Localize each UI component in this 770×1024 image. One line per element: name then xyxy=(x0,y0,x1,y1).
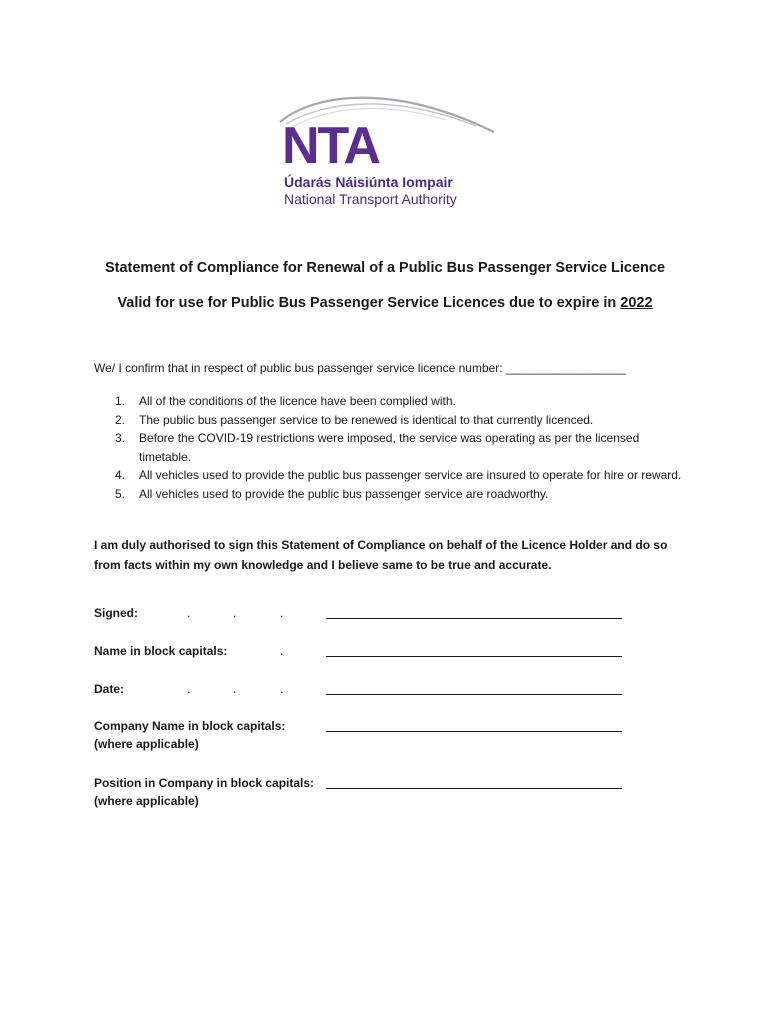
date-label: Date: xyxy=(94,682,125,696)
condition-text: All vehicles used to provide the public bus passenger service are insured to operate for hire or reward. xyxy=(139,468,682,482)
condition-number: 5. xyxy=(115,486,126,501)
company-sub-label: (where applicable) xyxy=(94,737,199,751)
company-field xyxy=(94,717,654,757)
leader-dot: . xyxy=(280,644,284,658)
logo-irish-name: Údarás Náisiúnta Iompair xyxy=(284,174,453,190)
leader-dot: . xyxy=(187,682,191,696)
nta-logo xyxy=(276,86,498,210)
name-line[interactable] xyxy=(326,656,622,657)
licence-number-statement: We/ I confirm that in respect of public bus passenger service licence number: __________________ xyxy=(94,361,627,375)
condition-item xyxy=(94,466,694,485)
validity-line xyxy=(0,295,770,311)
document-title: Statement of Compliance for Renewal of a Public Bus Passenger Service Licence xyxy=(104,260,666,276)
validity-text: Valid for use for Public Bus Passenger Service Licences due to expire in xyxy=(117,295,621,311)
position-line[interactable] xyxy=(326,788,622,789)
condition-text: All vehicles used to provide the public bus passenger service are roadworthy. xyxy=(139,486,549,501)
condition-number: 2. xyxy=(115,412,126,427)
condition-text: Before the COVID-19 restrictions were imposed, the service was operating as per the licensed timetable. xyxy=(139,431,640,464)
condition-item xyxy=(94,392,694,411)
condition-number: 4. xyxy=(115,468,126,482)
leader-dot: . xyxy=(280,682,284,696)
company-line[interactable] xyxy=(326,731,622,732)
condition-number: 3. xyxy=(115,431,126,445)
condition-item xyxy=(94,485,694,504)
conditions-list xyxy=(94,392,694,503)
logo-english-name: National Transport Authority xyxy=(284,191,457,207)
position-sub-label: (where applicable) xyxy=(94,794,199,808)
position-label: Position in Company in block capitals: xyxy=(94,776,315,790)
company-label: Company Name in block capitals: xyxy=(94,719,286,733)
logo-acronym: NTA xyxy=(282,117,380,175)
date-field xyxy=(94,680,654,720)
condition-text: The public bus passenger service to be renewed is identical to that currently licenced. xyxy=(139,412,594,427)
signed-field xyxy=(94,604,654,644)
leader-dot: . xyxy=(280,606,284,620)
declaration-statement: I am duly authorised to sign this Statement of Compliance on behalf of the Licence Holder and do so from facts within my own knowledge and I believe same to be true and accurate. xyxy=(94,538,668,572)
condition-text: All of the conditions of the licence have been complied with. xyxy=(139,394,456,408)
name-label: Name in block capitals: xyxy=(94,644,228,658)
position-field xyxy=(94,774,654,814)
condition-item xyxy=(94,429,694,466)
name-field xyxy=(94,642,654,682)
condition-item xyxy=(94,411,694,430)
signature-line[interactable] xyxy=(326,618,622,619)
leader-dot: . xyxy=(233,682,237,696)
leader-dot: . xyxy=(187,606,191,620)
signed-label: Signed: xyxy=(94,606,138,620)
date-line[interactable] xyxy=(326,694,622,695)
validity-year: 2022 xyxy=(620,295,653,311)
leader-dot: . xyxy=(233,606,237,620)
condition-number: 1. xyxy=(115,394,126,408)
